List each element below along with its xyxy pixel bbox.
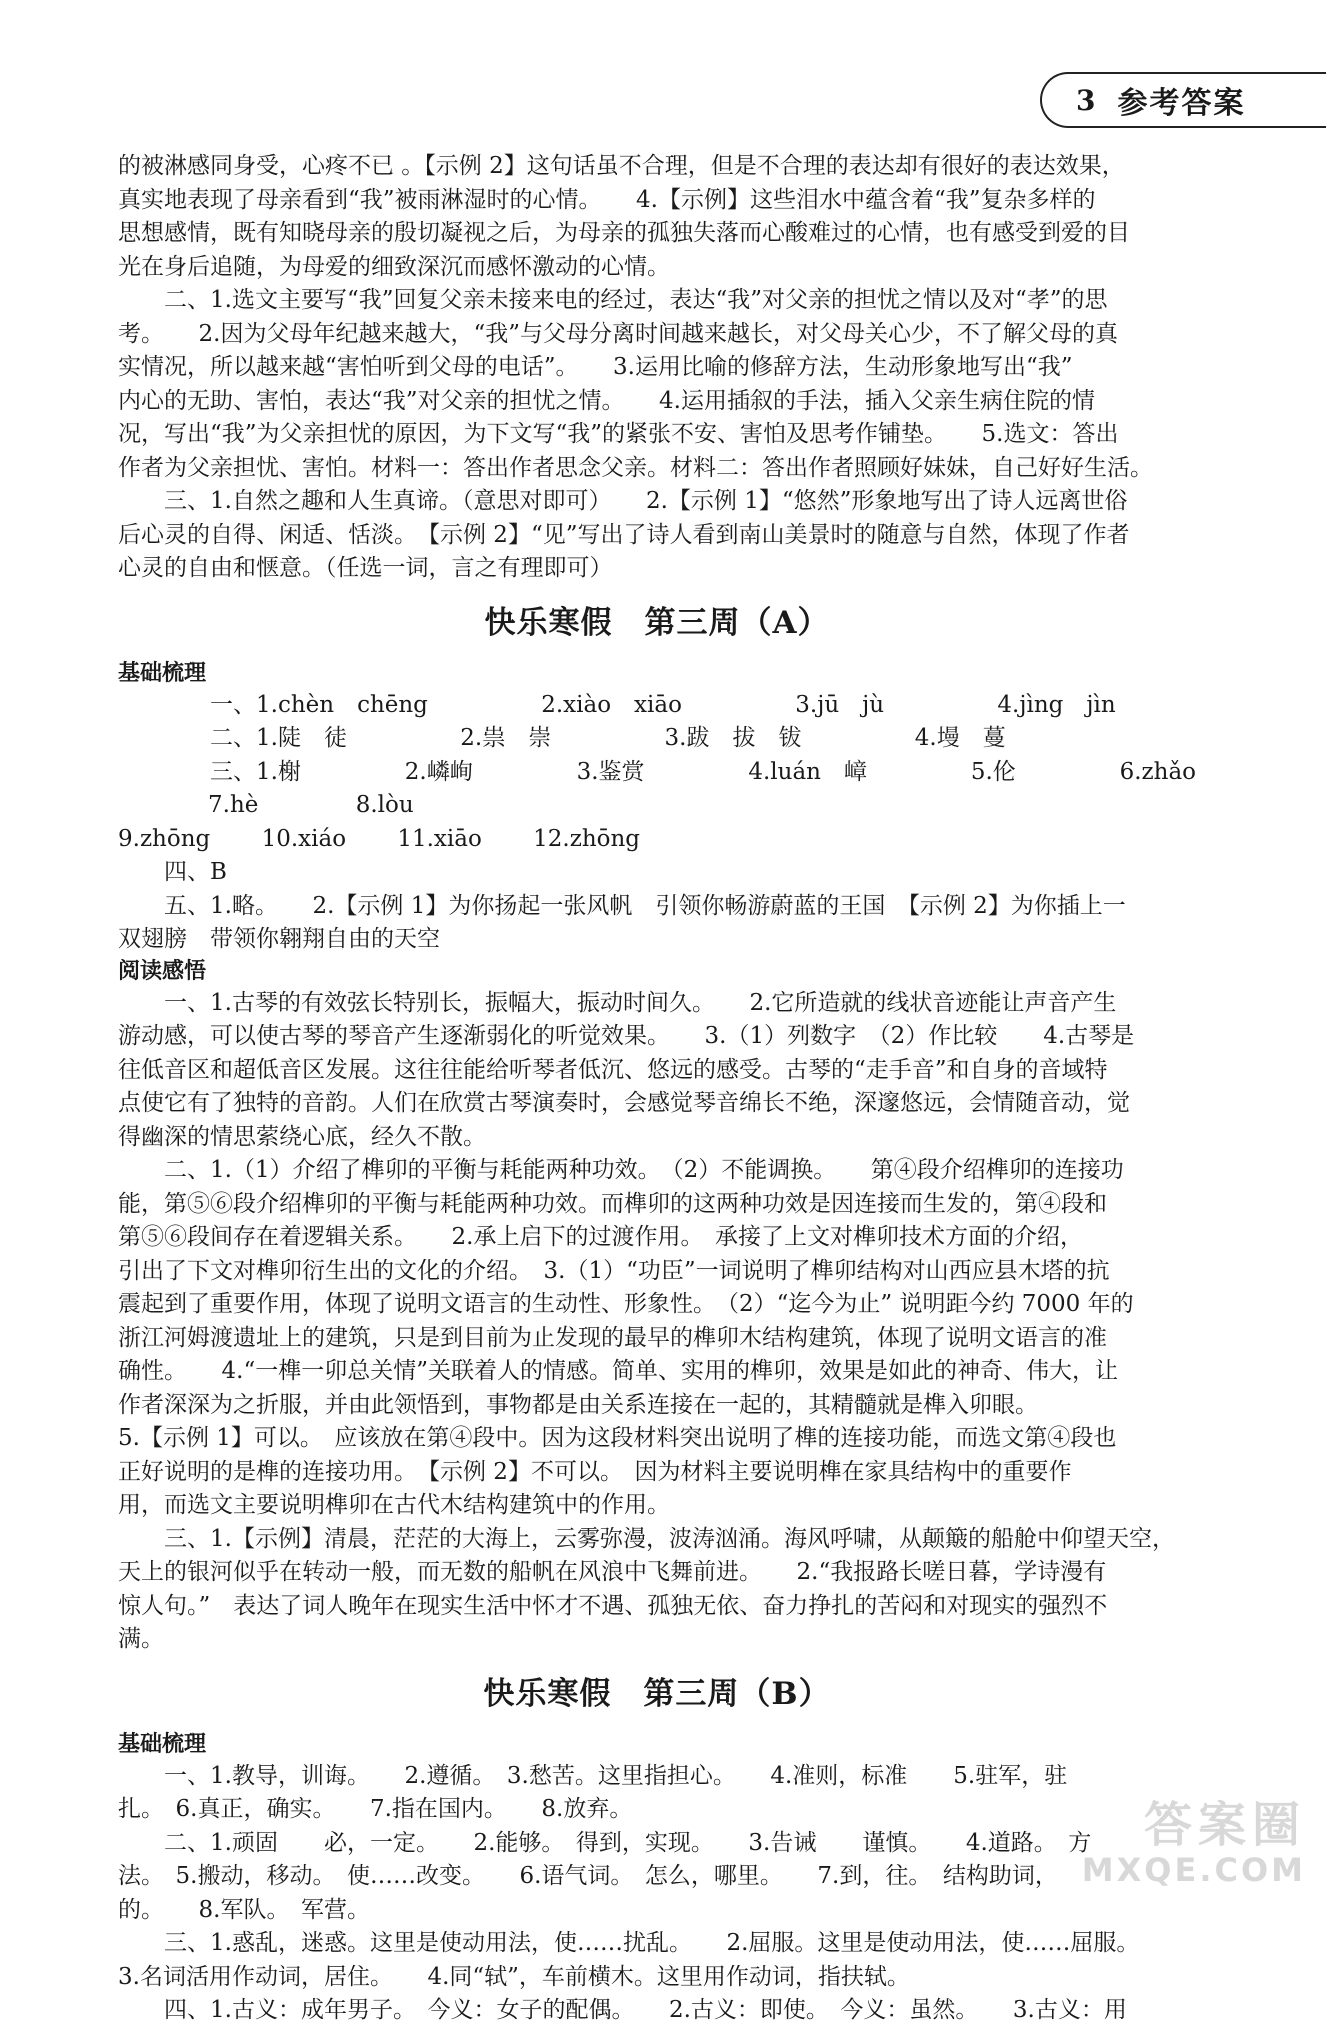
text-line: 惊人句。” 表达了词人晚年在现实生活中怀才不遇、孤独无依、奋力挣扎的苦闷和对现实的强烈不 — [118, 1592, 1108, 1619]
answer-row: 9.zhōng 10.xiáo 11.xiāo 12.zhōng — [118, 825, 641, 852]
text-line: 考。 2.因为父母年纪越来越大，“我”与父母分离时间越来越长，对父母关心少，不了解父母的真 — [118, 320, 1118, 347]
text-line: 五、1.略。 2.【示例 1】为你扬起一张风帆 引领你畅游蔚蓝的王国 【示例 2】为你插上一 — [164, 892, 1126, 919]
text-line: 作者为父亲担忧、害怕。材料一：答出作者思念父亲。材料二：答出作者照顾好妹妹，自己好好生活。 — [118, 454, 1153, 481]
text-line: 双翅膀 带领你翱翔自由的天空 — [118, 926, 440, 952]
content-area — [118, 150, 1196, 2028]
section-b-title: 快乐寒假 第三周（B） — [483, 1675, 831, 1712]
text-line: 的。 8.军队。 军营。 — [118, 1896, 370, 1923]
text-line: 能，第⑤⑥段介绍榫卯的平衡与耗能两种功效。而榫卯的这两种功效是因连接而生发的，第④段和 — [118, 1190, 1107, 1217]
section-a-reading-heading: 阅读感悟 — [118, 958, 207, 984]
section-b-basics-heading: 基础梳理 — [118, 1731, 207, 1757]
site-watermark — [1056, 1799, 1306, 1895]
text-line: 作者深深为之折服，并由此领悟到，事物都是由关系连接在一起的，其精髓就是榫入卯眼。 — [118, 1391, 1038, 1418]
text-line: 二、1.选文主要写“我”回复父亲未接来电的经过，表达“我”对父亲的担忧之情以及对“孝”的思 — [164, 287, 1108, 313]
text-line: 5.【示例 1】可以。 应该放在第④段中。因为这段材料突出说明了榫的连接功能，而选文第④段也 — [118, 1425, 1117, 1451]
section-a-basics-heading: 基础梳理 — [118, 660, 207, 686]
text-line: 往低音区和超低音区发展。这往往能给听琴者低沉、悠远的感受。古琴的“走手音”和自身的音域特 — [118, 1056, 1108, 1083]
text-line: 的被淋感同身受，心疼不已 。【示例 2】这句话虽不合理，但是不合理的表达却有很好的表达效果， — [118, 153, 1125, 179]
continued-answers — [118, 150, 1196, 586]
text-line: 一、1.教导，训诲。 2.遵循。 3.愁苦。这里指担心。 4.准则，标准 5.驻军，驻 — [164, 1762, 1068, 1789]
text-line: 游动感，可以使古琴的琴音产生逐渐弱化的听觉效果。 3.（1）列数字 （2）作比较 4.古琴是 — [118, 1023, 1135, 1049]
text-line: 满。 — [118, 1626, 164, 1652]
text-line: 得幽深的情思萦绕心底，经久不散。 — [118, 1123, 486, 1150]
text-line: 真实地表现了母亲看到“我”被雨淋湿时的心情。 4.【示例】这些泪水中蕴含着“我”复杂多样的 — [118, 186, 1096, 213]
answer-row: 三、1.榭 2.嶙峋 3.鉴赏 4.luán 嶂 5.伦 6.zhǎo 7.hè 8.lòu — [208, 758, 1197, 818]
page-header-tab — [1040, 72, 1326, 128]
text-line: 光在身后追随，为母爱的细致深沉而感怀激动的心情。 — [118, 253, 670, 280]
text-line: 用，而选文主要说明榫卯在古代木结构建筑中的作用。 — [118, 1492, 670, 1518]
text-line: 第⑤⑥段间存在着逻辑关系。 2.承上启下的过渡作用。 承接了上文对榫卯技术方面的介绍， — [118, 1224, 1083, 1250]
text-line: 三、1.自然之趣和人生真谛。（意思对即可） 2.【示例 1】“悠然”形象地写出了诗人远离世俗 — [164, 488, 1128, 514]
text-line: 法。 5.搬动，移动。 使……改变。 6.语气词。 怎么，哪里。 7.到，往。 结构助词， — [118, 1863, 1058, 1889]
text-line: 天上的银河似乎在转动一般，而无数的船帆在风浪中飞舞前进。 2.“我报路长嗟日暮，学诗漫有 — [118, 1559, 1107, 1585]
text-line: 四、B — [164, 859, 227, 885]
text-line: 震起到了重要作用，体现了说明文语言的生动性、形象性。 （2）“迄今为止” 说明距今约 7000 年的 — [118, 1291, 1134, 1317]
text-line: 3.名词活用作动词，居住。 4.同“轼”，车前横木。这里用作动词，指扶轼。 — [118, 1963, 910, 1990]
text-line: 点使它有了独特的音韵。人们在欣赏古琴演奏时，会感觉琴音绵长不绝，深邃悠远，会情随音动，觉 — [118, 1090, 1130, 1116]
text-line: 正好说明的是榫的连接功用。 【示例 2】不可以。 因为材料主要说明榫在家具结构中的重要作 — [118, 1458, 1072, 1485]
text-line: 三、1.惑乱，迷惑。这里是使动用法，使……扰乱。 2.屈服。这里是使动用法，使……屈服。 — [164, 1930, 1140, 1956]
text-line: 况，写出“我”为父亲担忧的原因，为下文写“我”的紧张不安、害怕及思考作铺垫。 5.选文：答出 — [118, 421, 1119, 447]
text-line: 实情况，所以越来越“害怕听到父母的电话”。 3.运用比喻的修辞方法，生动形象地写出“我” — [118, 354, 1073, 380]
section-a-title: 快乐寒假 第三周（A） — [484, 604, 830, 641]
page-number: 3 — [1076, 83, 1096, 117]
text-line: 二、1.（1）介绍了榫卯的平衡与耗能两种功效。 （2）不能调换。 第④段介绍榫卯的连接功 — [164, 1157, 1124, 1183]
page-title: 参考答案 — [1117, 86, 1246, 121]
watermark-logo-text: 答案圈 — [1143, 1797, 1306, 1853]
text-line: 内心的无助、害怕，表达“我”对父亲的担忧之情。 4.运用插叙的手法，插入父亲生病住院的情 — [118, 387, 1095, 414]
text-line: 三、1.【示例】清晨，茫茫的大海上，云雾弥漫，波涛汹涌。海风呼啸，从颠簸的船舱中仰望天空， — [164, 1525, 1175, 1552]
watermark-url: MXQE.COM — [1081, 1851, 1306, 1889]
text-line: 一、1.古琴的有效弦长特别长，振幅大，振动时间久。 2.它所造就的线状音迹能让声音产生 — [164, 989, 1117, 1016]
text-line: 后心灵的自得、闲适、恬淡。 【示例 2】“见”写出了诗人看到南山美景时的随意与自然，体现了作者 — [118, 521, 1130, 548]
text-line: 确性。 4.“一榫一卯总关情”关联着人的情感。简单、实用的榫卯，效果是如此的神奇、伟大，让 — [118, 1358, 1118, 1384]
text-line: 心灵的自由和惬意。（任选一词，言之有理即可） — [118, 555, 613, 581]
answer-row: 一、1.chèn chēng 2.xiào xiāo 3.jū jù 4.jìng jìn — [210, 691, 1116, 718]
answer-row: 二、1.陡 徒 2.祟 崇 3.跋 拔 钹 4.墁 蔓 — [210, 725, 1006, 751]
text-line: 思想感情，既有知晓母亲的殷切凝视之后，为母亲的孤独失落而心酸难过的心情，也有感受到爱的目 — [118, 220, 1130, 246]
text-line: 扎。 6.真正，确实。 7.指在国内。 8.放弃。 — [118, 1796, 633, 1822]
text-line: 浙江河姆渡遗址上的建筑，只是到目前为止发现的最早的榫卯木结构建筑，体现了说明文语言的准 — [118, 1324, 1107, 1351]
text-line: 二、1.顽固 必，一定。 2.能够。 得到，实现。 3.告诫 谨慎。 4.道路。 方 — [164, 1829, 1092, 1856]
text-line: 四、1.古义：成年男子。 今义：女子的配偶。 2.古义：即使。 今义：虽然。 3.古义：用 — [164, 1997, 1127, 2023]
text-line: 引出了下文对榫卯衍生出的文化的介绍。 3.（1）“功臣”一词说明了榫卯结构对山西应县木塔的抗 — [118, 1257, 1110, 1284]
